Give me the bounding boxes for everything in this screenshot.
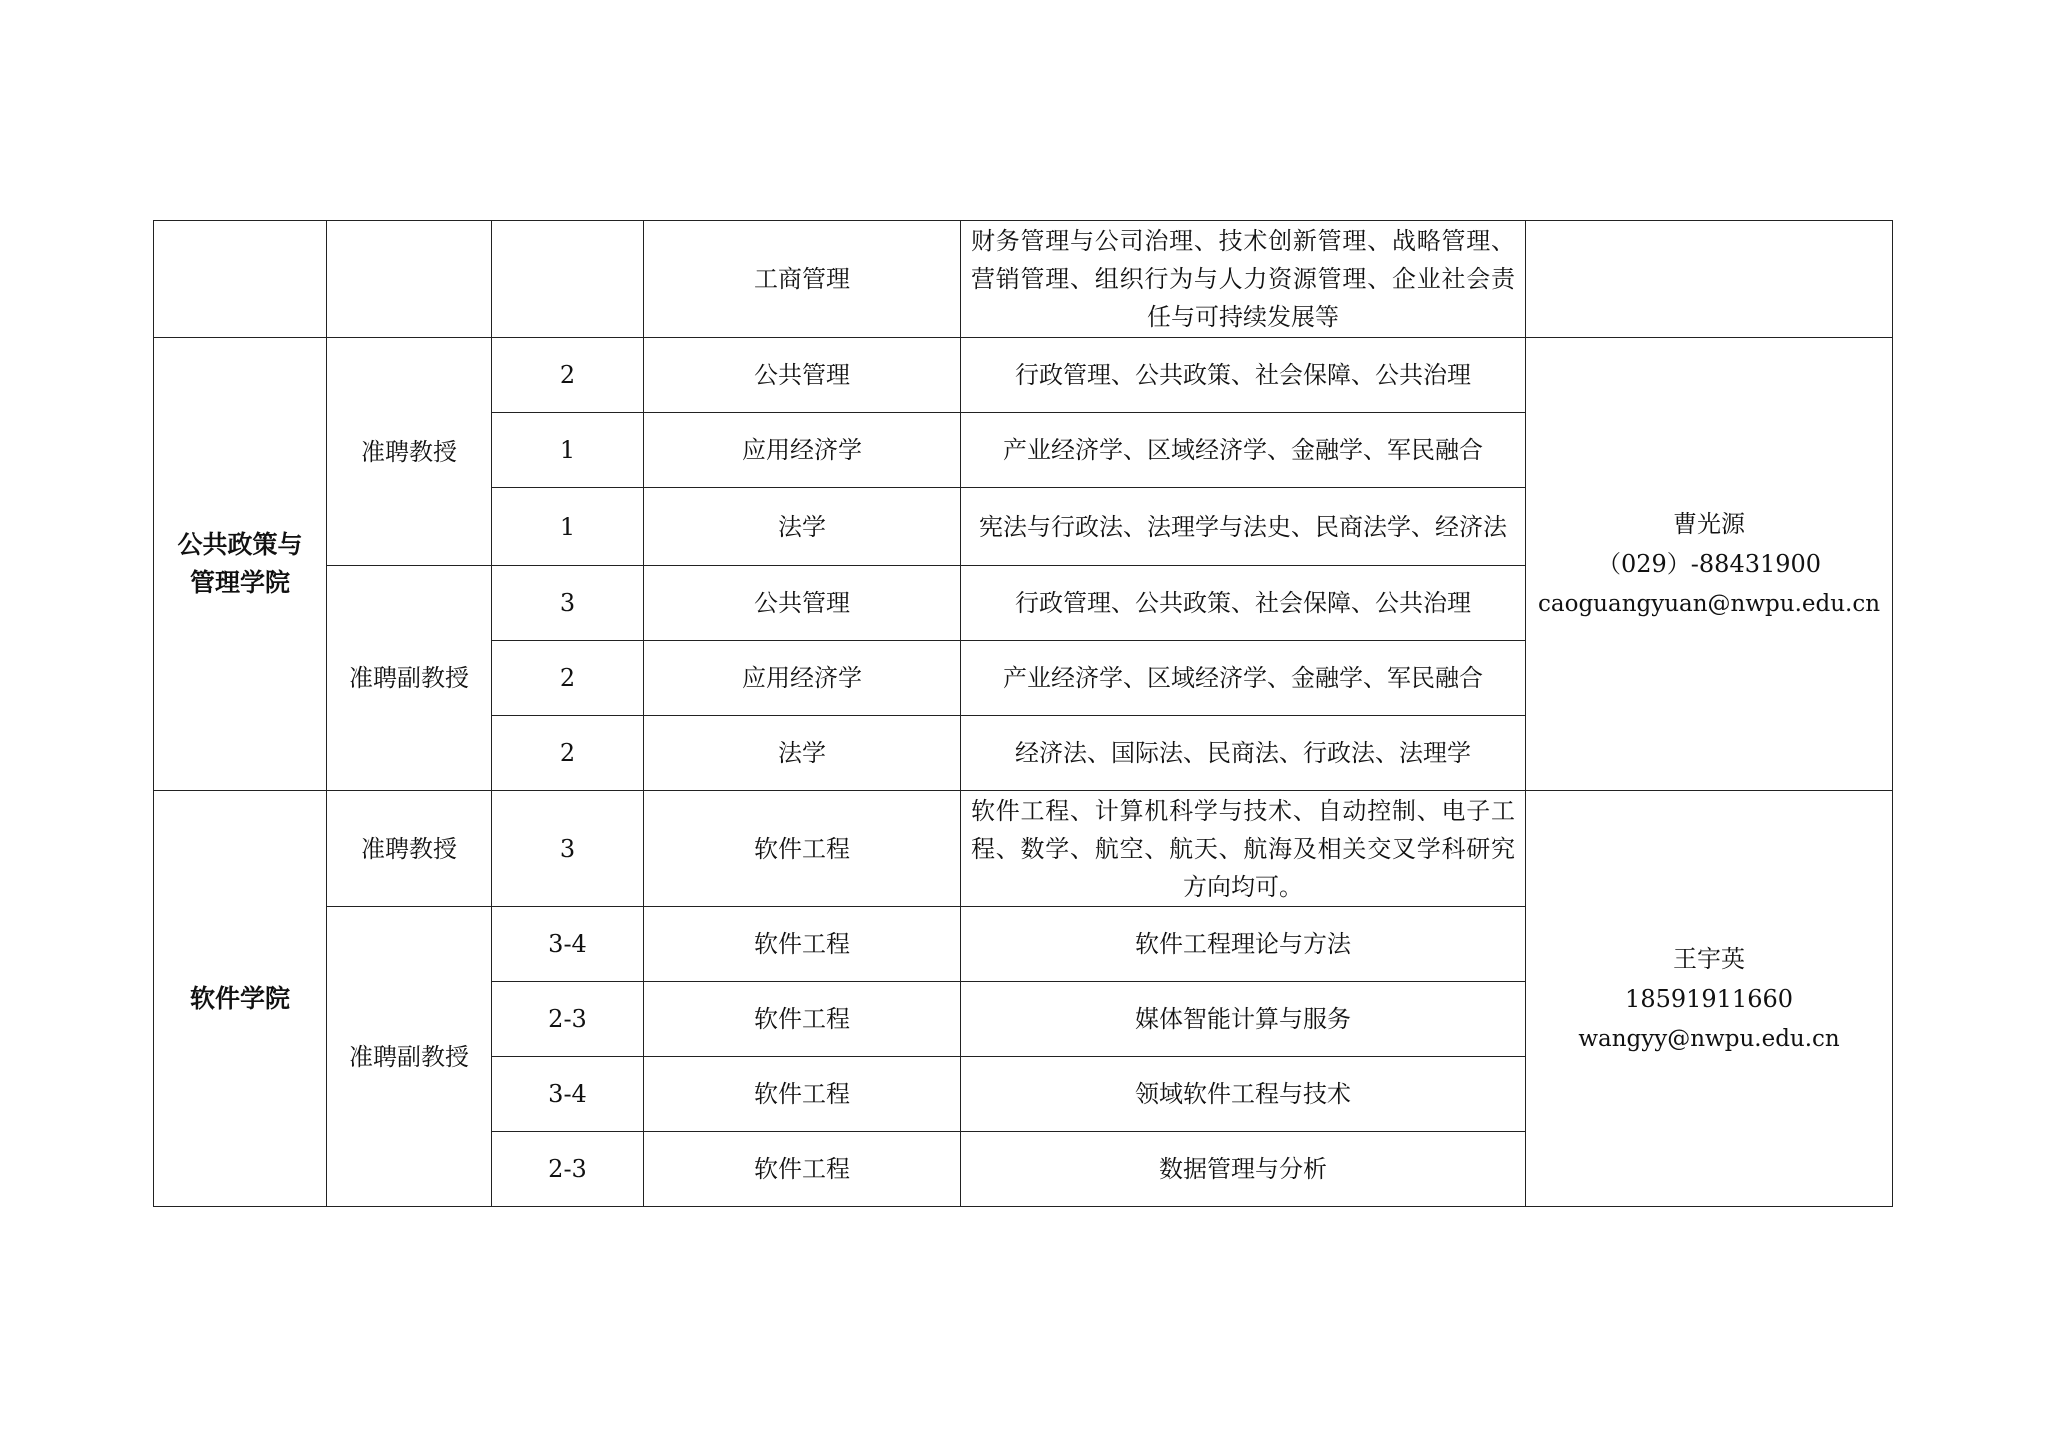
contact-phone: 18591911660: [1625, 984, 1794, 1013]
contact-email: caoguangyuan@nwpu.edu.cn: [1538, 591, 1881, 617]
count-cell: 3-4: [492, 907, 644, 982]
contact-cell-empty: [1526, 221, 1893, 338]
directions-cell: 宪法与行政法、法理学与法史、民商法学、经济法: [961, 488, 1526, 566]
count-cell: 2-3: [492, 982, 644, 1057]
discipline-cell: 工商管理: [644, 221, 961, 338]
contact-name: 王宇英: [1673, 944, 1746, 973]
rank-professor: 准聘教授: [327, 791, 492, 907]
table-row: [154, 338, 1893, 413]
directions-cell: 产业经济学、区域经济学、金融学、军民融合: [961, 641, 1526, 716]
directions-cell: 行政管理、公共政策、社会保障、公共治理: [961, 338, 1526, 413]
directions-cell: 软件工程理论与方法: [961, 907, 1526, 982]
discipline-cell: 公共管理: [644, 566, 961, 641]
contact-phone: （029）-88431900: [1596, 550, 1822, 578]
directions-cell: 软件工程、计算机科学与技术、自动控制、电子工程、数学、航空、航天、航海及相关交叉学科研究方向均可。: [961, 791, 1526, 907]
directions-cell: 经济法、国际法、民商法、行政法、法理学: [961, 716, 1526, 791]
discipline-cell: 软件工程: [644, 907, 961, 982]
recruitment-table: [153, 220, 1893, 1207]
discipline-cell: 应用经济学: [644, 641, 961, 716]
count-cell: 3-4: [492, 1057, 644, 1132]
count-cell: 2-3: [492, 1132, 644, 1207]
count-cell: 2: [492, 641, 644, 716]
count-cell: 3: [492, 791, 644, 907]
rank-associate-professor: 准聘副教授: [327, 566, 492, 791]
count-cell: 1: [492, 488, 644, 566]
discipline-cell: 软件工程: [644, 791, 961, 907]
discipline-cell: 软件工程: [644, 982, 961, 1057]
rank-professor: 准聘教授: [327, 338, 492, 566]
discipline-cell: 应用经济学: [644, 413, 961, 488]
count-cell: 3: [492, 566, 644, 641]
directions-cell: 产业经济学、区域经济学、金融学、军民融合: [961, 413, 1526, 488]
directions-cell: 媒体智能计算与服务: [961, 982, 1526, 1057]
table-row: [154, 221, 1893, 338]
directions-cell: 财务管理与公司治理、技术创新管理、战略管理、营销管理、组织行为与人力资源管理、企业社会责任与可持续发展等: [961, 221, 1526, 338]
rank-associate-professor: 准聘副教授: [327, 907, 492, 1207]
discipline-cell: 法学: [644, 488, 961, 566]
contact-public-policy: [1526, 338, 1893, 791]
contact-email: wangyy@nwpu.edu.cn: [1578, 1025, 1840, 1052]
count-cell: 2: [492, 716, 644, 791]
count-cell-empty: [492, 221, 644, 338]
contact-name: 曹光源: [1673, 510, 1746, 538]
directions-cell: 领域软件工程与技术: [961, 1057, 1526, 1132]
dept-name-software: 软件学院: [154, 791, 327, 1207]
discipline-cell: 公共管理: [644, 338, 961, 413]
rank-cell-empty: [327, 221, 492, 338]
dept-name-public-policy: 公共政策与管理学院: [154, 338, 327, 791]
discipline-cell: 软件工程: [644, 1132, 961, 1207]
count-cell: 1: [492, 413, 644, 488]
count-cell: 2: [492, 338, 644, 413]
discipline-cell: 法学: [644, 716, 961, 791]
discipline-cell: 软件工程: [644, 1057, 961, 1132]
directions-cell: 行政管理、公共政策、社会保障、公共治理: [961, 566, 1526, 641]
contact-software: [1526, 791, 1893, 1207]
directions-cell: 数据管理与分析: [961, 1132, 1526, 1207]
dept-cell-empty: [154, 221, 327, 338]
table-row: [154, 791, 1893, 907]
